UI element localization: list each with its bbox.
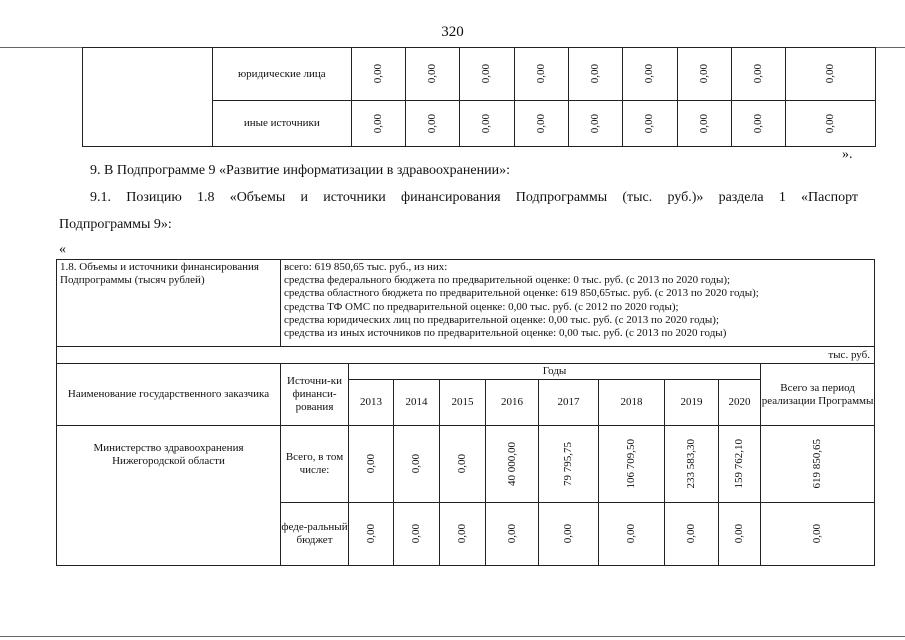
value-cell [351,101,405,147]
year-header: 2014 [394,380,440,426]
financing-line: средства из иных источников по предварительной оценке: 0,00 тыс. руб. (с 2013 по 2020 годы) [284,327,727,340]
financing-line: средства ТФ ОМС по предварительной оценке: 0,00 тыс. руб. (с 2012 по 2020 годы); [284,300,679,313]
financing-line: средства юридических лиц по предварительной оценке: 0,00 тыс. руб. (с 2013 по 2020 годы); [284,313,719,326]
section-heading: 9. В Подпрограмме 9 «Развитие информатизации в здравоохранении»: [90,163,510,178]
total-cell [761,426,875,503]
cell-value: 0,00 [426,64,439,84]
page-number: 320 [441,24,464,40]
value-cell [599,503,665,566]
value-cell [786,101,876,147]
year-header: 2017 [539,380,599,426]
value-cell [599,426,665,503]
year-header: 2019 [665,380,719,426]
cell-value: 0,00 [426,113,439,134]
value-cell [394,503,440,566]
cell-value: 0,00 [733,524,746,544]
cell-value: 619 850,65 [811,439,824,489]
financing-line: всего: 619 850,65 тыс. руб., из них: [284,261,448,273]
source-label: феде-ральный бюджет [281,503,349,566]
cell-value: 0,00 [697,64,710,84]
cell-value: 0,00 [685,524,697,544]
cell-value: 0,00 [364,524,377,544]
cell-value: 0,00 [752,64,765,84]
financing-line: средства федерального бюджета по предварительной оценке: 0 тыс. руб. (с 2013 по 2020 годы); [284,274,731,287]
cell-value: 0,00 [643,64,656,84]
value-cell [349,426,394,503]
cell-value: 0,00 [480,113,493,134]
value-cell [731,48,785,101]
value-cell [731,101,785,147]
cell-value: 0,00 [824,64,837,84]
cell-value: 40 000,00 [505,442,518,486]
table-row [57,426,875,503]
cell-value: 0,00 [371,64,384,84]
cell-value: 0,00 [534,113,547,134]
financing-table [56,363,875,566]
value-cell [568,101,622,147]
cell-value: 0,00 [410,524,422,544]
header-source: Источни-ки финанси-рования [281,364,349,426]
cell-value: 0,00 [625,524,637,544]
value-cell [665,426,719,503]
cell-value: 0,00 [589,113,602,134]
cell-value: 0,00 [505,524,518,544]
source-label: Всего, в том числе: [281,426,349,503]
value-cell [786,48,876,101]
cell-value: 233 583,30 [685,439,697,489]
header-row [57,364,875,380]
cell-value: 0,00 [811,524,824,544]
value-cell [514,48,568,101]
value-cell [405,101,459,147]
value-cell [440,503,486,566]
empty-cell [83,48,213,147]
cell-value: 0,00 [643,113,656,134]
cell-value: 0,00 [480,64,493,84]
continuation-table [82,47,876,147]
row-label: юридические лица [213,48,352,101]
header-total: Всего за период реализации Программы [761,364,875,426]
value-cell [394,426,440,503]
cell-value: 0,00 [364,454,377,474]
table-row [57,347,875,364]
value-cell [719,503,761,566]
value-cell [665,503,719,566]
value-cell [623,48,677,101]
cell-value: 0,00 [697,113,710,134]
cell-value: 106 709,50 [625,439,637,489]
year-header: 2016 [486,380,539,426]
value-cell [405,48,459,101]
cell-value: 0,00 [534,64,547,84]
value-cell [539,426,599,503]
value-cell [677,101,731,147]
header-years: Годы [349,364,761,380]
value-cell [351,48,405,101]
passport-table [56,259,875,364]
cell-value: 79 795,75 [562,442,574,486]
value-cell [623,101,677,147]
passport-financing [281,260,875,347]
cell-value: 0,00 [589,64,602,84]
closing-quote: ». [842,147,853,162]
value-cell [440,426,486,503]
value-cell [460,101,514,147]
header-customer: Наименование государственного заказчика [57,364,281,426]
row-label: иные источники [213,101,352,147]
cell-value: 0,00 [410,454,422,474]
total-cell [761,503,875,566]
customer-name: Министерство здравоохранения Нижегородской области [57,426,281,566]
year-header: 2018 [599,380,665,426]
paragraph-line: 9.1. Позицию 1.8 «Объемы и источники финансирования Подпрограммы (тыс. руб.)» раздела 1 «Паспорт [90,190,858,205]
year-header: 2020 [719,380,761,426]
cell-value: 0,00 [562,524,574,544]
value-cell [539,503,599,566]
value-cell [719,426,761,503]
paragraph-line: Подпрограммы 9»: [59,217,172,232]
financing-line: средства областного бюджета по предварительной оценке: 619 850,65тыс. руб. (с 2013 по 2020 годы); [284,287,759,300]
cell-value: 0,00 [824,113,837,134]
cell-value: 159 762,10 [733,439,746,489]
bottom-rule [0,636,905,637]
opening-quote: « [59,242,66,257]
cell-value: 0,00 [752,113,765,134]
value-cell [514,101,568,147]
value-cell [677,48,731,101]
value-cell [486,426,539,503]
table-row [57,260,875,347]
year-header: 2013 [349,380,394,426]
value-cell [349,503,394,566]
value-cell [568,48,622,101]
passport-position: 1.8. Объемы и источники финансирования Подпрограммы (тысяч рублей) [57,260,281,347]
cell-value: 0,00 [456,524,468,544]
cell-value: 0,00 [371,113,384,134]
table-row [83,48,876,101]
unit-label: тыс. руб. [57,347,875,364]
year-header: 2015 [440,380,486,426]
value-cell [486,503,539,566]
value-cell [460,48,514,101]
cell-value: 0,00 [456,454,468,474]
